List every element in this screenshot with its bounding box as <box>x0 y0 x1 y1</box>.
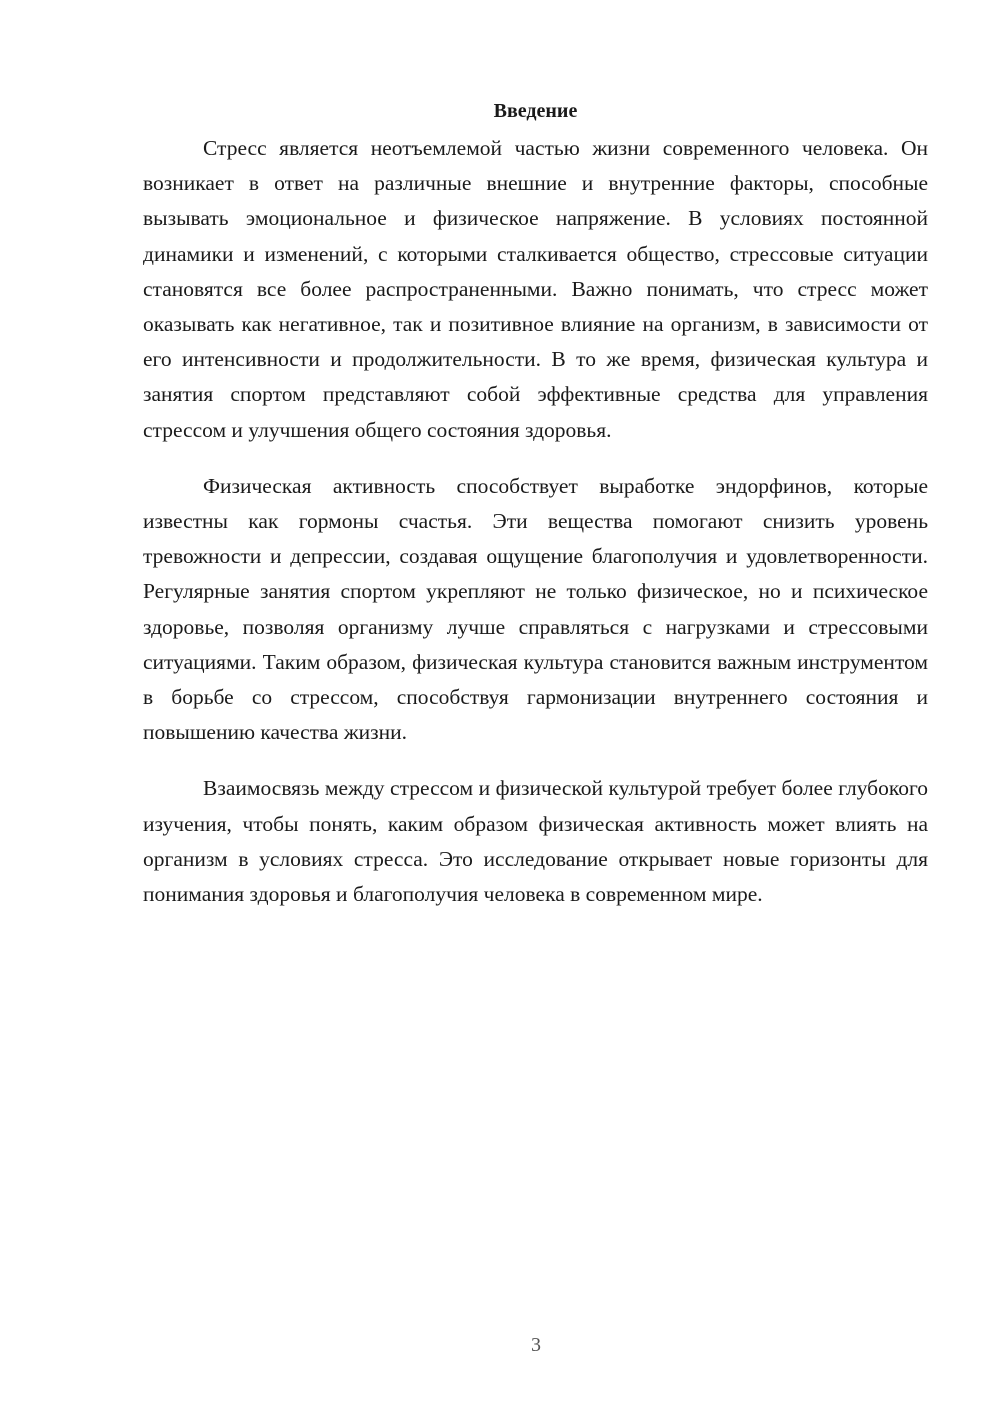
page-number: 3 <box>531 1334 541 1356</box>
page-content <box>143 96 928 933</box>
section-heading: Введение <box>493 100 578 122</box>
paragraph-2: Физическая активность способствует выработке эндорфинов, которые известны как гормоны счастья. Эти вещества помогают снизить уровень тревожности и депрессии, создавая ощущение благополучия и удовлетворенности. Регулярные занятия спортом укрепляют не только физическое, но и психическое здоровье, позволяя организму лучше справляться с нагрузками и стрессовыми ситуациями. Таким образом, физическая культура становится важным инструментом в борьбе со стрессом, способствуя гармонизации внутреннего состояния и повышению качества жизни. <box>143 473 928 745</box>
paragraph-1: Стресс является неотъемлемой частью жизни современного человека. Он возникает в ответ на различные внешние и внутренние факторы, способные вызывать эмоциональное и физическое напряжение. В условиях постоянной динамики и изменений, с которыми сталкивается общество, стрессовые ситуации становятся все более распространенными. Важно понимать, что стресс может оказывать как негативное, так и позитивное влияние на организм, в зависимости от его интенсивности и продолжительности. В то же время, физическая культура и занятия спортом представляют собой эффективные средства для управления стрессом и улучшения общего состояния здоровья. <box>143 136 928 442</box>
paragraph-3: Взаимосвязь между стрессом и физической культурой требует более глубокого изучения, чтобы понять, каким образом физическая активность может влиять на организм в условиях стресса. Это исследование открывает новые горизонты для понимания здоровья и благополучия человека в современном мире. <box>143 776 928 907</box>
